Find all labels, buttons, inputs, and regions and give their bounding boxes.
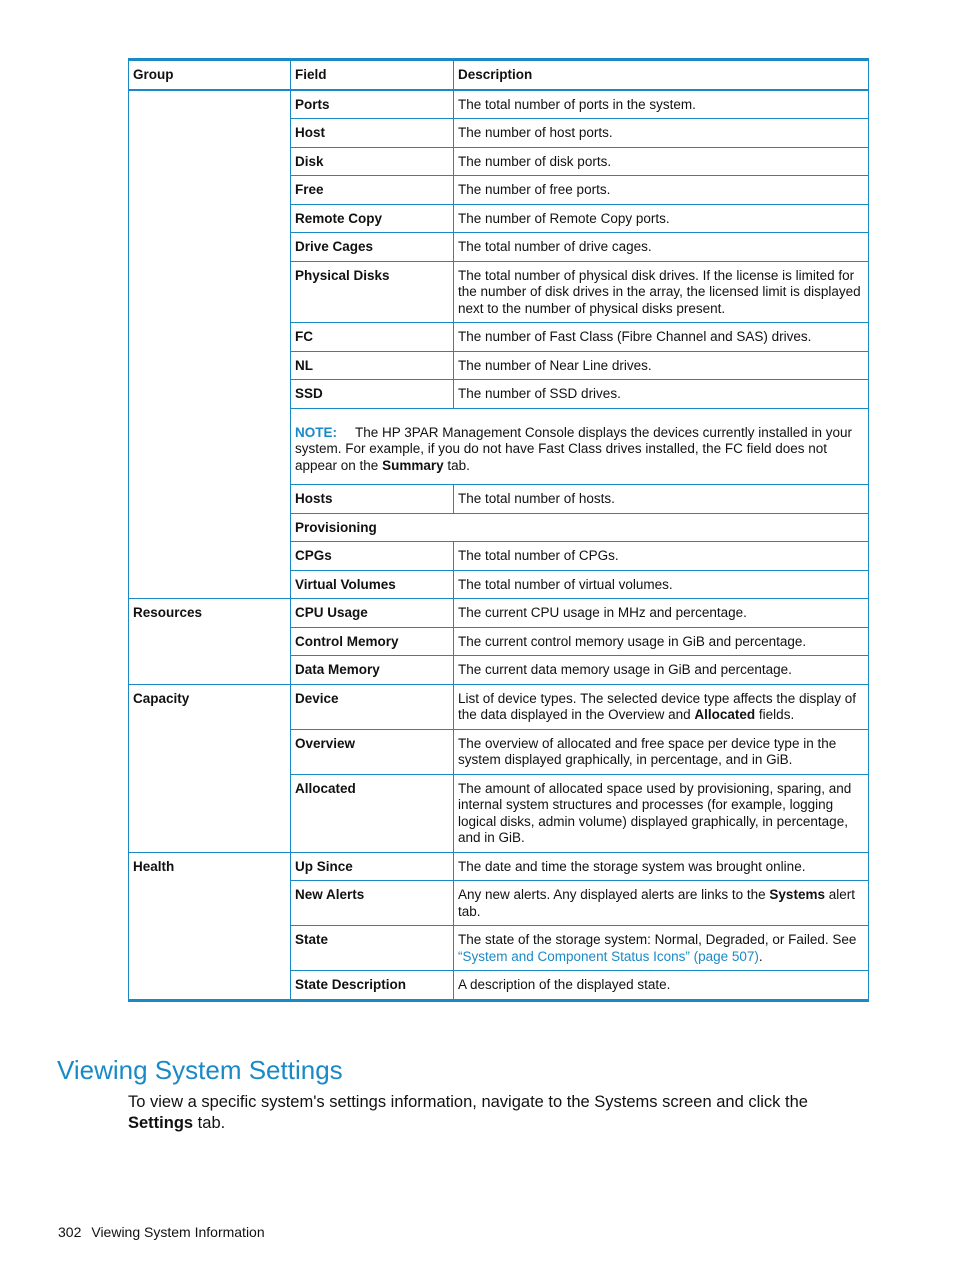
body-text-after: tab. [193,1114,226,1132]
field-overview: Overview [291,729,454,774]
field-control-memory: Control Memory [291,627,454,656]
desc-state-before: The state of the storage system: Normal, Degraded, or Failed. See [458,932,857,947]
desc-device-before: List of device types. The selected device type affects the display of the data displayed in the Overview and [458,690,856,722]
desc-device-bold: Allocated [694,707,756,722]
page-number: 302 [58,1224,82,1240]
body-bold-settings: Settings [128,1114,194,1132]
note-bold-summary: Summary [382,457,444,473]
desc-physical-disks: The total number of physical disk drives. If the license is limited for the number of disk drives in the array, the licensed limit is displayed next to the number of physical disks present. [454,261,869,323]
desc-ports: The total number of ports in the system. [454,90,869,119]
desc-new-alerts-before: Any new alerts. Any displayed alerts are links to the [458,887,770,902]
desc-free: The number of free ports. [454,176,869,205]
section-heading: Viewing System Settings [57,1055,343,1085]
desc-cpgs: The total number of CPGs. [454,542,869,571]
group-health: Health [129,852,291,1000]
field-new-alerts: New Alerts [291,881,454,926]
header-description: Description [454,60,869,90]
desc-new-alerts-after: alert tab. [458,887,855,919]
desc-state-after: . [758,948,763,964]
desc-disk: The number of disk ports. [454,147,869,176]
desc-drive-cages: The total number of drive cages. [454,233,869,262]
table-row [129,90,869,119]
field-disk: Disk [291,147,454,176]
table-row [129,684,869,729]
field-nl: NL [291,351,454,380]
note-cell [291,408,869,485]
field-data-memory: Data Memory [291,656,454,685]
body-text-before: To view a specific system's settings information, navigate to the Systems screen and click the [128,1093,808,1111]
field-fc: FC [291,323,454,352]
desc-control-memory: The current control memory usage in GiB and percentage. [454,627,869,656]
field-ssd: SSD [291,380,454,409]
desc-device [454,684,869,729]
footer-chapter: Viewing System Information [91,1224,265,1240]
field-physical-disks: Physical Disks [291,261,454,323]
page-footer [58,1223,265,1241]
group-capacity: Capacity [129,684,291,852]
desc-data-memory: The current data memory usage in GiB and percentage. [454,656,869,685]
note-label: NOTE: [295,424,337,440]
desc-device-after: fields. [755,707,795,722]
header-field: Field [291,60,454,90]
field-device: Device [291,684,454,729]
desc-host: The number of host ports. [454,119,869,148]
field-virtual-volumes: Virtual Volumes [291,570,454,599]
group-resources: Resources [129,599,291,685]
desc-overview: The overview of allocated and free space per device type in the system displayed graphically, in percentage, and in GiB. [454,729,869,774]
body-paragraph [128,1092,870,1134]
field-state-description: State Description [291,971,454,1001]
desc-nl: The number of Near Line drives. [454,351,869,380]
field-hosts: Hosts [291,485,454,514]
desc-state [454,926,869,971]
desc-allocated: The amount of allocated space used by provisioning, sparing, and internal system structures and processes (for example, logging logical disks, admin volume) displayed graphically, in percentage, and in GiB. [454,774,869,852]
desc-remote-copy: The number of Remote Copy ports. [454,204,869,233]
desc-virtual-volumes: The total number of virtual volumes. [454,570,869,599]
desc-cpu-usage: The current CPU usage in MHz and percentage. [454,599,869,628]
desc-up-since: The date and time the storage system was brought online. [454,852,869,881]
desc-state-description: A description of the displayed state. [454,971,869,1001]
system-summary-table [128,58,869,1002]
group-cell-empty [129,90,291,599]
header-group: Group [129,60,291,90]
field-allocated: Allocated [291,774,454,852]
field-provisioning: Provisioning [291,513,869,542]
desc-new-alerts-bold: Systems [769,887,825,902]
table-row [129,852,869,881]
field-state: State [291,926,454,971]
field-cpu-usage: CPU Usage [291,599,454,628]
note-text-before: The HP 3PAR Management Console displays the devices currently installed in your system. For example, if you do not have Fast Class drives installed, the FC field does not appear on the [295,424,853,473]
field-remote-copy: Remote Copy [291,204,454,233]
table-row [129,599,869,628]
desc-fc: The number of Fast Class (Fibre Channel and SAS) drives. [454,323,869,352]
field-ports: Ports [291,90,454,119]
desc-new-alerts [454,881,869,926]
status-icons-link[interactable]: “System and Component Status Icons” (page 507) [458,948,759,964]
field-free: Free [291,176,454,205]
field-host: Host [291,119,454,148]
field-drive-cages: Drive Cages [291,233,454,262]
field-up-since: Up Since [291,852,454,881]
note-text-after: tab. [443,457,470,473]
desc-ssd: The number of SSD drives. [454,380,869,409]
desc-hosts: The total number of hosts. [454,485,869,514]
table-header-row [129,60,869,90]
field-cpgs: CPGs [291,542,454,571]
